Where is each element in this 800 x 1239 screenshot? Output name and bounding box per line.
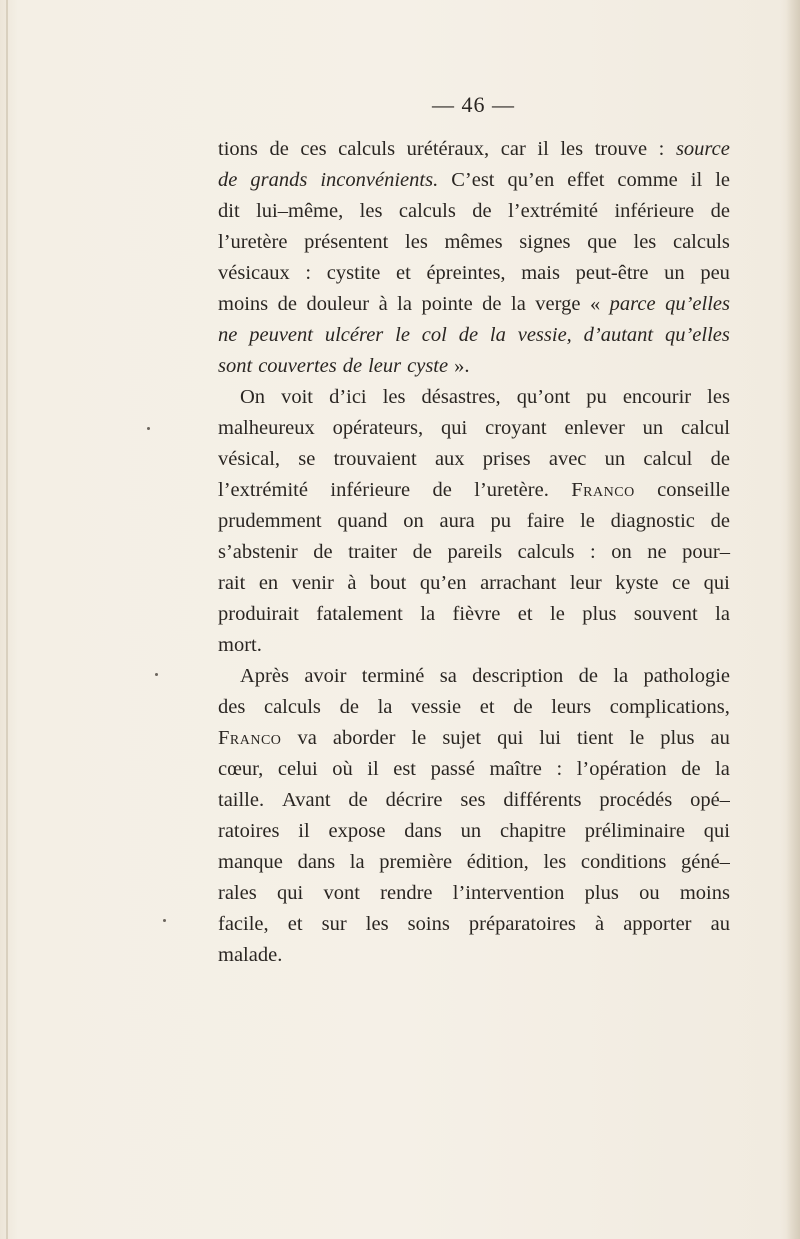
word: dans [297,851,336,873]
text-line [218,475,730,506]
word: de [681,758,701,780]
word: présentent [304,231,389,253]
word: de [432,479,452,501]
word: aux [434,448,465,470]
word: quand [337,510,388,532]
word: de [710,510,730,532]
word: de [513,696,533,718]
word: inconvénients. [320,169,439,191]
word: les [365,913,389,935]
word: l’opération [576,758,667,780]
word: kyste [615,572,659,594]
word: de [218,169,238,191]
text-line [218,351,730,382]
word: et [395,262,411,284]
word: moins [679,882,730,904]
word: d’autant [583,324,654,346]
word: calcul [681,417,730,439]
word: de [472,200,492,222]
text-line [218,599,730,630]
word: calcul [643,448,693,470]
word: leurs [551,696,592,718]
word: tions [218,138,258,160]
text-line [218,661,730,692]
text-line [218,816,730,847]
word: mêmes [444,231,503,253]
word: de [710,200,730,222]
page-number: — 46 — [432,92,515,117]
word: aborder [332,727,396,749]
word: complications, [609,696,730,718]
word: voit [281,386,314,408]
word: aura [439,510,475,532]
word: plus [584,882,619,904]
word: que [587,231,617,253]
word: est [393,758,417,780]
word: verge [535,293,581,315]
word: il [367,758,379,780]
word: vont [323,882,360,904]
word: les [382,386,406,408]
word: bout [369,572,407,594]
ink-speck [155,673,158,676]
word: les [560,138,584,160]
word: pu [586,386,607,408]
word: peu [700,262,730,284]
word: Après [240,665,289,687]
word: la [349,851,365,873]
word: calculs [263,696,321,718]
word: source [675,138,730,160]
word: chapitre [499,820,566,842]
word: qui [497,727,524,749]
word: des [218,696,246,718]
word: et [287,913,303,935]
word: d’ici [329,386,367,408]
word: de [458,324,479,346]
word: ratoires [218,820,280,842]
word: à [378,293,388,315]
word: la [489,324,506,346]
text-line [218,847,730,878]
word: de [313,541,333,563]
word: de [348,789,368,811]
word: cœur, [218,758,264,780]
word: et [517,603,533,625]
word: de [412,541,432,563]
word: cystite [326,262,381,284]
word: la [397,293,412,315]
word: la [511,293,526,315]
word: ces [300,138,327,160]
word: rait [218,572,246,594]
word: la [715,758,730,780]
word: Franco [571,479,635,501]
word: : [305,262,312,284]
text-line [218,878,730,909]
text-line [218,134,730,165]
word: épreintes, [426,262,506,284]
word: qui [703,820,730,842]
word: il [690,169,703,191]
word: opérateurs, [332,417,424,439]
word: produirait [218,603,299,625]
word: croyant [485,417,547,439]
word: l’extrémité [508,200,599,222]
ink-speck [163,919,166,922]
word: inférieure [330,479,411,501]
word: rales [218,882,257,904]
word: ses [460,789,486,811]
text-line [218,506,730,537]
text-line [218,320,730,351]
word: va [297,727,317,749]
word: et [479,696,495,718]
word: souvent [633,603,698,625]
word: la [420,603,436,625]
word: fièvre [452,603,501,625]
word: calculs [672,231,730,253]
word: grands [250,169,308,191]
word: lui [539,727,561,749]
text-line [218,940,730,971]
page-left-edge [6,0,8,1239]
word: pointe [421,293,473,315]
word: rendre [380,882,433,904]
word: mort. [218,634,262,656]
word: inférieure [614,200,695,222]
word: C’est [451,169,495,191]
text-line [218,227,730,258]
word: le [629,727,645,749]
word: trouve [594,138,648,160]
word: terminé [361,665,425,687]
word: pu [490,510,512,532]
word: apporter [623,913,692,935]
word: opé– [690,789,730,811]
word: procédés [599,789,673,811]
word: pour– [682,541,730,563]
word: les [359,200,383,222]
word: lui–même, [256,200,344,222]
word: calculs [338,138,396,160]
word: qu’ont [516,386,571,408]
word: à [595,913,605,935]
word: avec [548,448,587,470]
word: facile, [218,913,269,935]
word: comme [617,169,678,191]
word: taille. [218,789,265,811]
word: description [472,665,564,687]
word: il [298,820,310,842]
word: leur [569,572,602,594]
word: couvertes [258,355,337,377]
word: faire [526,510,565,532]
word: peut-être [575,262,649,284]
word: douleur [306,293,370,315]
word: maître [489,758,542,780]
text-line [218,754,730,785]
word: dans [404,820,442,842]
word: passé [430,758,475,780]
text-line [218,630,730,661]
word: Franco [218,727,282,749]
word: première [379,851,453,873]
text-line [218,413,730,444]
word: les [543,851,567,873]
word: diagnostic [610,510,695,532]
word: mais [521,262,560,284]
word: les [707,386,730,408]
text-line [218,692,730,723]
word: pareils [447,541,503,563]
word: l’extrémité [218,479,308,501]
word: qui [441,417,468,439]
word: la [715,603,730,625]
word: le [395,324,410,346]
word: préliminaire [584,820,685,842]
text-line [218,537,730,568]
text-line [218,785,730,816]
word: prises [482,448,531,470]
page-right-edge [786,0,800,1239]
word: arrachant [480,572,557,594]
word: qu’en [507,169,555,191]
word: édition, [466,851,529,873]
word: de [339,696,359,718]
word: peuvent [249,324,313,346]
word: conseille [657,479,730,501]
word: vésicaux [218,262,290,284]
word: un [460,820,482,842]
word: cyste [407,355,449,377]
word: le [715,169,730,191]
word: sont [218,355,253,377]
word: la [613,665,629,687]
word: de [269,138,289,160]
word: s’abstenir [218,541,298,563]
word: il [537,138,549,160]
word: car [500,138,526,160]
word: désastres, [421,386,501,408]
word: tient [576,727,614,749]
word: « [589,293,601,315]
word: calculs [398,200,456,222]
word: un [642,417,664,439]
word: encourir [622,386,692,408]
text-line [218,196,730,227]
word: effet [567,169,605,191]
word: le [411,727,427,749]
word: traiter [348,541,398,563]
word: de [578,665,598,687]
word: décrire [385,789,443,811]
text-line [218,258,730,289]
word: vésical, [218,448,281,470]
word: de [342,355,363,377]
word: au [710,727,730,749]
word: signes [519,231,571,253]
word: ce [671,572,691,594]
word: plus [582,603,617,625]
word: leur [368,355,402,377]
word: : [556,758,563,780]
word: urétéraux, [406,138,490,160]
word: moins [218,293,269,315]
word: trouvaient [333,448,417,470]
word: en [258,572,279,594]
word: plus [660,727,695,749]
word: malade. [218,944,283,966]
word: de [482,293,502,315]
word: ». [454,355,470,377]
text-line [218,444,730,475]
word: ne [218,324,238,346]
word: ou [639,882,660,904]
word: un [664,262,685,284]
word: le [550,603,565,625]
word: qui [703,572,730,594]
word: pathologie [643,665,730,687]
text-line [218,382,730,413]
word: le [580,510,595,532]
text-line [218,289,730,320]
word: enlever [564,417,625,439]
ink-speck [147,427,150,430]
word: Avant [281,789,331,811]
word: calculs [517,541,575,563]
word: l’uretère. [474,479,549,501]
word: on [403,510,424,532]
word: soins [407,913,450,935]
word: prudemment [218,510,322,532]
word: parce [609,293,656,315]
word: où [332,758,353,780]
word: qu’elles [664,324,730,346]
word: col [421,324,447,346]
word: l’intervention [452,882,565,904]
word: différents [503,789,582,811]
word: un [604,448,626,470]
word: la [377,696,393,718]
word: au [710,913,730,935]
text-line [218,165,730,196]
word: ulcérer [324,324,384,346]
word: expose [328,820,386,842]
word: préparatoires [468,913,576,935]
word: : [658,138,665,160]
word: l’uretère [218,231,288,253]
word: les [633,231,657,253]
word: sa [439,665,457,687]
word: les [405,231,428,253]
word: avoir [304,665,347,687]
text-line [218,723,730,754]
word: fatalement [316,603,403,625]
word: conditions [580,851,667,873]
word: ne [647,541,667,563]
word: de [277,293,297,315]
word: sur [321,913,347,935]
word: de [710,448,730,470]
word: on [611,541,632,563]
word: malheureux [218,417,315,439]
word: géné– [680,851,730,873]
word: se [298,448,316,470]
body-text [218,134,730,971]
word: On [240,386,266,408]
word: qui [276,882,304,904]
word: vessie, [517,324,572,346]
word: : [590,541,596,563]
text-line [218,909,730,940]
word: qu’elles [665,293,730,315]
word: à [347,572,357,594]
word: dit [218,200,240,222]
word: qu’en [419,572,467,594]
word: manque [218,851,283,873]
word: vessie [411,696,462,718]
word: venir [291,572,334,594]
text-line [218,568,730,599]
word: sujet [442,727,482,749]
word: celui [277,758,318,780]
